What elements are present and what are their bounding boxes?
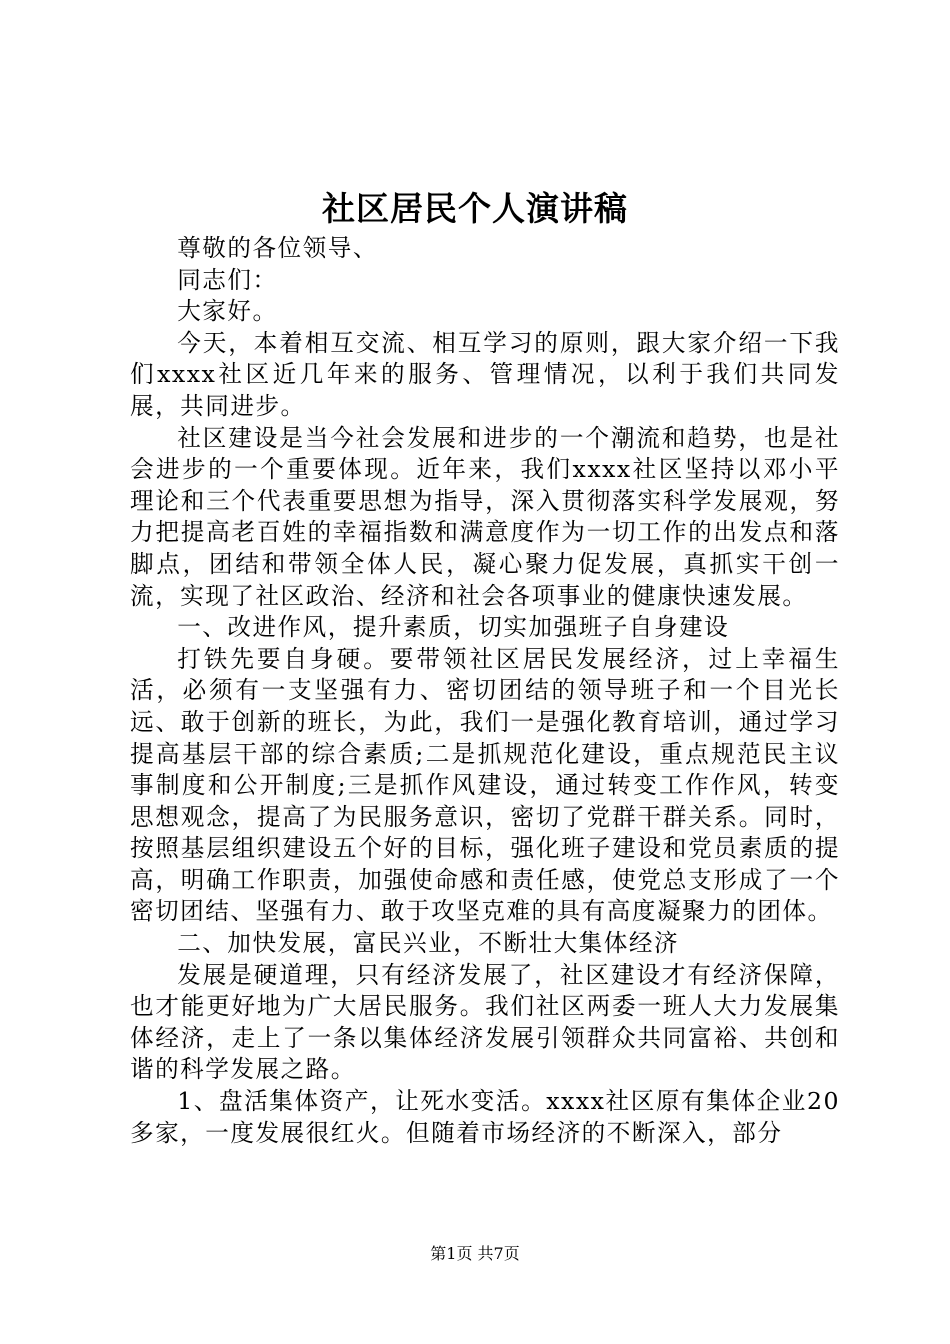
greeting: 大家好。 xyxy=(177,297,278,326)
salutation-line-1: 尊敬的各位领导、 xyxy=(177,234,378,262)
document-title: 社区居民个人演讲稿 xyxy=(322,189,628,228)
document-body xyxy=(130,233,840,1149)
body-paragraph: 今天，本着相互交流、相互学习的原则，跟大家介绍一下我们xxxx社区近几年来的服务、管理情况，以利于我们共同发展，共同进步。 xyxy=(130,328,840,420)
page-number-footer: 第1页 共7页 xyxy=(430,1244,520,1263)
body-paragraph: 发展是硬道理，只有经济发展了，社区建设才有经济保障，也才能更好地为广大居民服务。我们社区两委一班人大力发展集体经济，走上了一条以集体经济发展引领群众共同富裕、共创和谐的科学发展之路。 xyxy=(130,960,840,1084)
body-paragraph: 打铁先要自身硬。要带领社区居民发展经济，过上幸福生活，必须有一支坚强有力、密切团结的领导班子和一个目光长远、敢于创新的班长，为此，我们一是强化教育培训，通过学习提高基层干部的综合素质;二是抓规范化建设，重点规范民主议事制度和公开制度;三是抓作风建设，通过转变工作作风，转变思想观念，提高了为民服务意识，密切了党群干群关系。同时，按照基层组织建设五个好的目标，强化班子建设和党员素质的提高，明确工作职责，加强使命感和责任感，使党总支形成了一个密切团结、坚强有力、敢于攻坚克难的具有高度凝聚力的团体。 xyxy=(130,644,840,926)
section-heading-2: 二、加快发展，富民兴业，不断壮大集体经济 xyxy=(177,929,680,958)
body-paragraph: 社区建设是当今社会发展和进步的一个潮流和趋势，也是社会进步的一个重要体现。近年来，我们xxxx社区坚持以邓小平理论和三个代表重要思想为指导，深入贯彻落实科学发展观，努力把提高老百姓的幸福指数和满意度作为一切工作的出发点和落脚点，团结和带领全体人民，凝心聚力促发展，真抓实干创一流，实现了社区政治、经济和社会各项事业的健康快速发展。 xyxy=(130,423,840,610)
body-paragraph: 1、盘活集体资产，让死水变活。xxxx社区原有集体企业20多家，一度发展很红火。但随着市场经济的不断深入，部分 xyxy=(130,1087,840,1147)
salutation-line-2: 同志们： xyxy=(177,265,278,294)
section-heading-1: 一、改进作风，提升素质，切实加强班子自身建设 xyxy=(177,613,730,642)
